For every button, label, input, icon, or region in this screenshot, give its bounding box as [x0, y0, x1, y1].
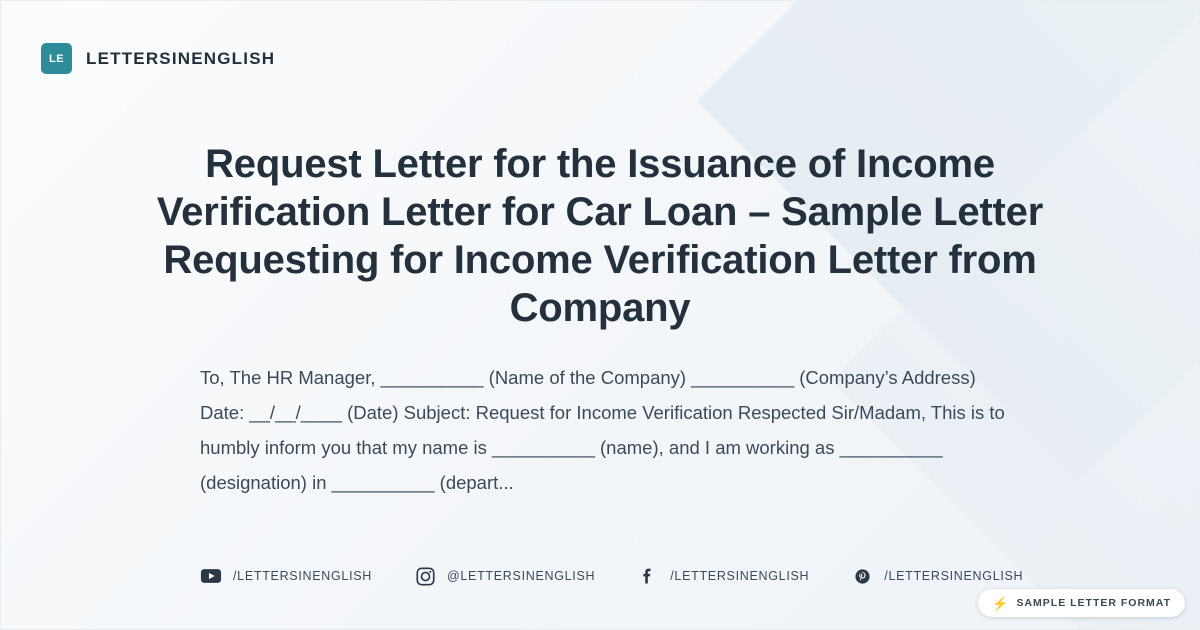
youtube-icon: [200, 565, 222, 587]
social-label-pinterest: /LETTERSINENGLISH: [884, 569, 1024, 583]
social-link-facebook[interactable]: [637, 565, 809, 587]
page-title: Request Letter for the Issuance of Income Verification Letter for Car Loan – Sample Letter Requesting for Income Verification Letter from Company: [156, 141, 1044, 330]
pinterest-icon: [851, 565, 873, 587]
bolt-icon: ⚡: [992, 595, 1010, 611]
brand-logo[interactable]: [41, 43, 275, 74]
facebook-icon: [637, 565, 659, 587]
social-link-youtube[interactable]: [200, 565, 372, 587]
brand-name: LETTERSINENGLISH: [86, 48, 276, 68]
social-link-instagram[interactable]: [414, 565, 595, 587]
social-links: [200, 565, 1023, 587]
social-label-youtube: /LETTERSINENGLISH: [233, 569, 373, 583]
social-label-instagram: @LETTERSINENGLISH: [447, 569, 596, 583]
social-link-pinterest[interactable]: [851, 565, 1023, 587]
card-content: [1, 1, 1199, 629]
social-label-facebook: /LETTERSINENGLISH: [670, 569, 810, 583]
brand-mark-icon: LE: [41, 43, 72, 74]
instagram-icon: [414, 565, 436, 587]
status-badge: [978, 589, 1185, 617]
excerpt-text: To, The HR Manager, __________ (Name of the Company) __________ (Company’s Address) Date: __/__/____ (Date) Subject: Request for Income Verification Respected Sir/Madam, This is to humbly inform you that my name is __________ (name), and I am working as __________ (designation) in __________ (depart...: [200, 366, 1005, 493]
badge-label: SAMPLE LETTER FORMAT: [1016, 597, 1171, 609]
